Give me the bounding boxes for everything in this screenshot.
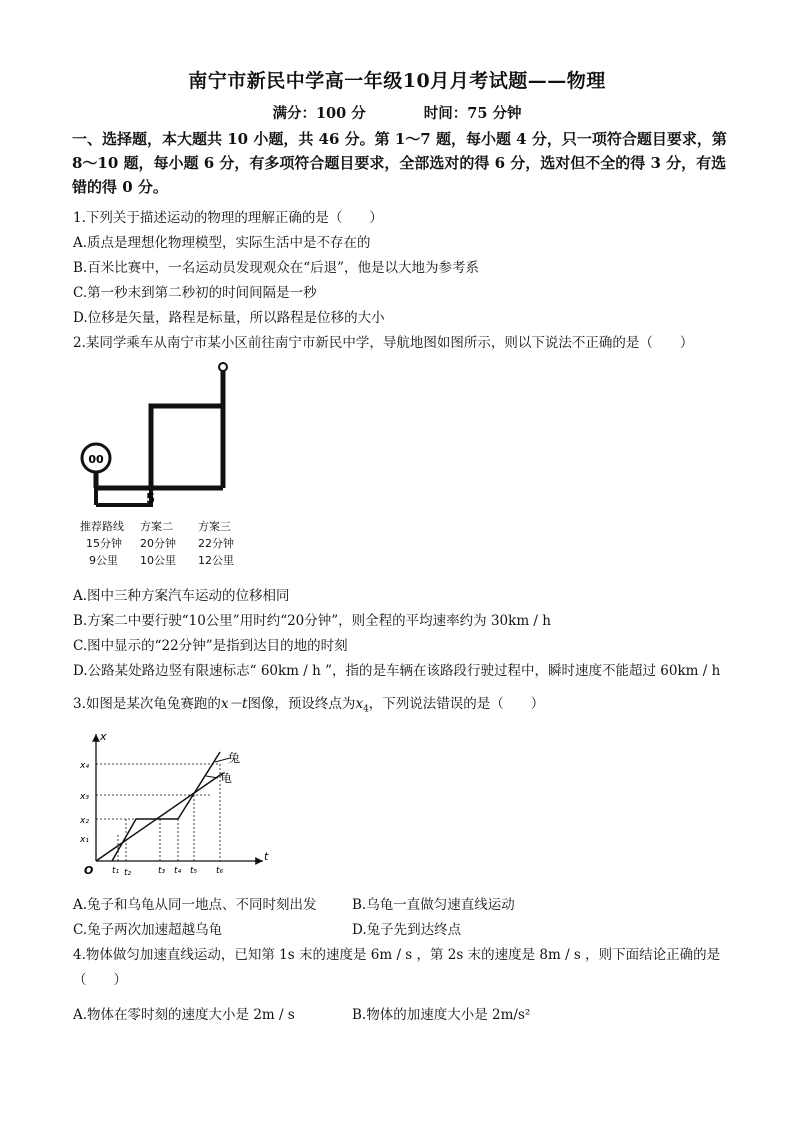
exam-time: 时间：75 分钟 xyxy=(423,105,522,122)
question-3-stem-post: ，下列说法错误的是（ ） xyxy=(368,696,545,712)
x-tick-t2: t₂ xyxy=(124,868,132,878)
navigation-map xyxy=(78,360,248,572)
question-3-stem-mid: 图像，预设终点为 xyxy=(247,696,356,712)
x-tick-t3: t₃ xyxy=(158,866,166,876)
page-title: 南宁市新民中学高一年级10月月考试题——物理 xyxy=(188,70,606,92)
y-tick-x1: x₁ xyxy=(80,835,89,845)
question-3-xt: x－t xyxy=(220,696,248,712)
route-recommended xyxy=(96,488,151,505)
route-3-distance: 12公里 xyxy=(198,554,234,567)
origin-label: O xyxy=(84,864,94,877)
x-tick-t6: t₆ xyxy=(216,866,224,876)
full-score: 满分：100 分 xyxy=(272,105,366,122)
question-4-option-a: A.物体在零时刻的速度大小是 2m / s xyxy=(73,1007,295,1023)
y-tick-x2: x₂ xyxy=(80,816,89,826)
turtle-line xyxy=(96,773,223,861)
x-tick-t4: t₄ xyxy=(174,866,182,876)
question-1-stem: 1.下列关于描述运动的物理的理解正确的是（ ） xyxy=(73,210,383,226)
route-1-time: 15分钟 xyxy=(86,537,122,550)
question-3-stem-pre: 3.如图是某次龟兔赛跑的 xyxy=(73,696,221,712)
question-2-option-a: A.图中三种方案汽车运动的位移相同 xyxy=(73,588,290,604)
route-2-distance: 10公里 xyxy=(140,554,176,567)
question-4-option-b: B.物体的加速度大小是 2m/s² xyxy=(352,1007,531,1023)
question-2-option-d: D.公路某处路边竖有限速标志“ 60km / h ”，指的是车辆在该路段行驶过程中，瞬时速度不能超过 60km / h xyxy=(73,663,721,679)
x-tick-t1: t₁ xyxy=(112,866,120,876)
exam-info xyxy=(0,102,794,123)
rabbit-line xyxy=(112,752,220,861)
question-3-option-d: D.兔子先到达终点 xyxy=(352,922,462,938)
rabbit-label: 兔 xyxy=(228,751,241,765)
question-3-option-b: B.乌龟一直做匀速直线运动 xyxy=(352,897,515,913)
question-4-stem: 4.物体做匀加速直线运动，已知第 1s 末的速度是 6m / s ，第 2s 末的速度是 8m / s ，则下面结论正确的是 xyxy=(73,947,721,963)
x-axis-label: t xyxy=(264,850,269,863)
question-3-option-a: A.兔子和乌龟从同一地点、不同时刻出发 xyxy=(73,897,317,913)
question-1-option-b: B.百米比赛中，一名运动员发现观众在“后退”，他是以大地为参考系 xyxy=(73,260,480,276)
question-3-endpoint-var: x xyxy=(355,696,364,712)
question-1-option-d: D.位移是矢量，路程是标量，所以路程是位移的大小 xyxy=(73,310,385,326)
junction-label: 5 xyxy=(146,492,156,507)
question-2-option-c: C.图中显示的“22分钟”是指到达目的地的时刻 xyxy=(73,638,348,654)
question-2-option-b: B.方案二中要行驶“10公里”用时约“20分钟”，则全程的平均速率约为 30km / h xyxy=(73,613,551,629)
question-3-option-c: C.兔子两次加速超越乌龟 xyxy=(73,922,223,938)
y-axis-label: x xyxy=(100,730,107,743)
route-plan-two xyxy=(151,370,223,488)
route-1-name: 推荐路线 xyxy=(80,520,124,533)
turtle-label: 龟 xyxy=(220,771,233,785)
route-3-name: 方案三 xyxy=(198,520,231,533)
question-1-option-a: A.质点是理想化物理模型，实际生活中是不存在的 xyxy=(73,235,371,251)
route-1-distance: 9公里 xyxy=(89,554,118,567)
question-3-stem xyxy=(73,692,544,715)
route-2-name: 方案二 xyxy=(140,520,173,533)
question-1-option-c: C.第一秒末到第二秒初的时间间隔是一秒 xyxy=(73,285,317,301)
y-tick-x3: x₃ xyxy=(80,792,89,802)
route-2-time: 20分钟 xyxy=(140,537,176,550)
xt-graph xyxy=(78,728,278,878)
question-2-stem: 2.某同学乘车从南宁市某小区前往南宁市新民中学，导航地图如图所示，则以下说法不正确的是（ ） xyxy=(73,335,694,351)
x-tick-t5: t₅ xyxy=(190,866,198,876)
y-tick-x4: x₄ xyxy=(80,761,89,771)
start-marker-label: 00 xyxy=(88,453,104,466)
route-3-time: 22分钟 xyxy=(198,537,234,550)
destination-marker xyxy=(219,363,227,371)
section-instructions: 一、选择题，本大题共 10 小题，共 46 分。第 1～7 题，每小题 4 分，只一项符合题目要求，第 8～10 题，每小题 6 分，有多项符合题目要求，全部选对的得 6 分，选对但不全的得 3 分，有选错的得 0 分。 xyxy=(72,130,727,196)
question-3-endpoint-sub: 4 xyxy=(363,704,369,715)
question-4-bracket: （ ） xyxy=(73,972,127,988)
